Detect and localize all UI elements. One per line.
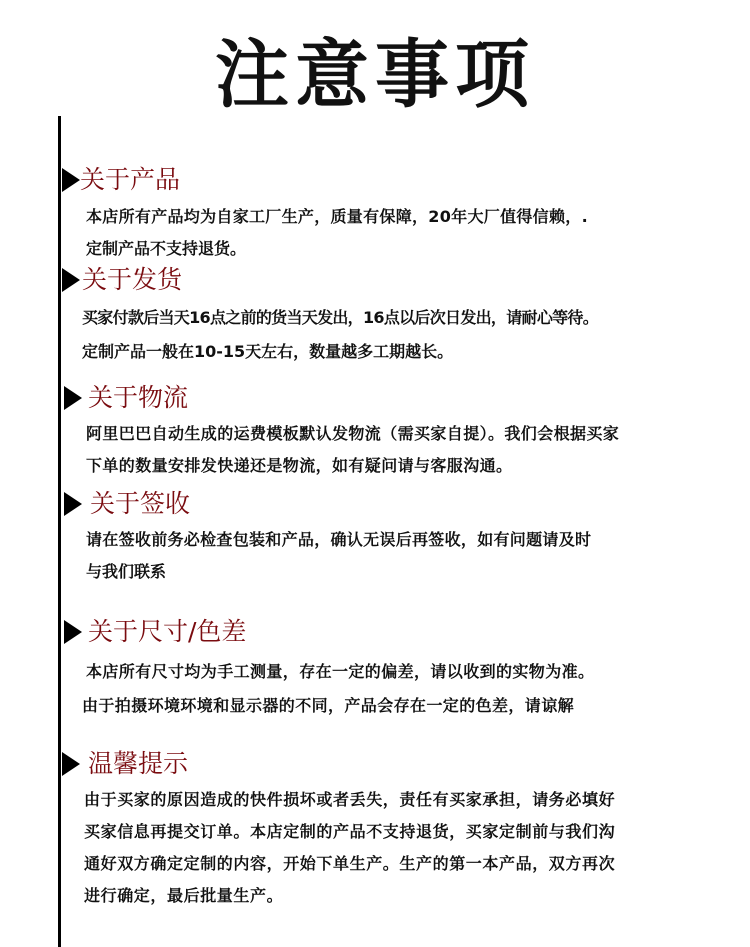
section-body <box>86 526 591 586</box>
vertical-divider <box>58 116 61 947</box>
section-shipping <box>0 260 750 361</box>
section-title: 关于产品 <box>80 165 181 194</box>
section-body <box>86 204 588 262</box>
body-line: 阿里巴巴自动生成的运费模板默认发物流（需买家自提）。我们会根据买家 <box>86 424 620 443</box>
body-line: 进行确定，最后批量生产。 <box>84 886 284 905</box>
section-body <box>86 420 619 480</box>
section-header <box>0 744 750 784</box>
triangle-bullet-icon <box>62 752 80 776</box>
body-line: 买家付款后当天16点之前的货当天发出，16点以后次日发出，请耐心等待。 <box>82 308 599 327</box>
section-receipt <box>0 484 750 581</box>
section-body <box>82 658 594 720</box>
body-line: 本店所有尺寸均为手工测量，存在一定的偏差，请以收到的实物为准。 <box>86 662 595 681</box>
body-line: 与我们联系 <box>86 562 167 581</box>
body-line: 定制产品一般在10-15天左右，数量越多工期越长。 <box>82 342 454 361</box>
section-logistics <box>0 378 750 475</box>
page-title: 注意事项 <box>215 32 535 118</box>
section-body <box>84 786 615 910</box>
body-line: 由于拍摄环境环境和显示器的不同，产品会存在一定的色差，请谅解 <box>82 696 575 715</box>
triangle-bullet-icon <box>62 268 80 292</box>
triangle-bullet-icon <box>62 168 80 192</box>
section-title: 关于尺寸/色差 <box>88 617 247 646</box>
section-title: 关于签收 <box>90 489 191 518</box>
body-line: 通好双方确定定制的内容，开始下单生产。生产的第一本产品，双方再次 <box>84 854 616 873</box>
section-title: 关于发货 <box>82 265 183 294</box>
section-tips <box>0 744 750 905</box>
section-products <box>0 160 750 258</box>
body-line: 定制产品不支持退货。 <box>86 239 247 258</box>
triangle-bullet-icon <box>64 386 82 410</box>
section-header <box>0 612 750 652</box>
section-title: 关于物流 <box>88 383 189 412</box>
section-header <box>0 484 750 524</box>
triangle-bullet-icon <box>64 620 82 644</box>
body-line: 本店所有产品均为自家工厂生产，质量有保障，20年大厂值得信赖，. <box>86 207 588 226</box>
triangle-bullet-icon <box>64 492 82 516</box>
body-line: 请在签收前务必检查包装和产品，确认无误后再签收，如有问题请及时 <box>86 530 592 549</box>
section-header <box>0 160 750 200</box>
section-title: 温馨提示 <box>88 749 189 778</box>
section-body <box>82 304 598 366</box>
body-line: 下单的数量安排发快递还是物流，如有疑问请与客服沟通。 <box>86 456 513 475</box>
body-line: 由于买家的原因造成的快件损坏或者丢失，责任有买家承担，请务必填好 <box>84 790 616 809</box>
section-header <box>0 378 750 418</box>
section-size-color <box>0 612 750 715</box>
section-header <box>0 260 750 300</box>
body-line: 买家信息再提交订单。本店定制的产品不支持退货，买家定制前与我们沟 <box>84 822 616 841</box>
